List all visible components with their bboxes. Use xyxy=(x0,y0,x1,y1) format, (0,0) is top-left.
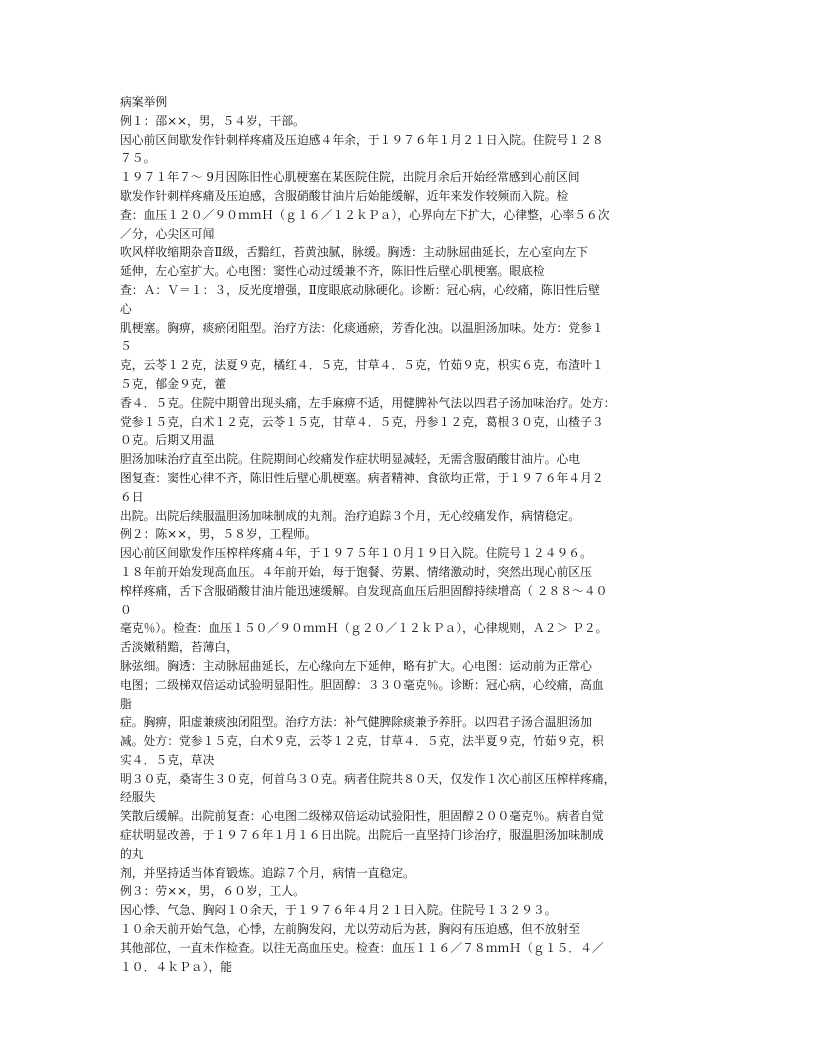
text-line: 吹风样收缩期杂音Ⅱ级，舌黯红，苔黄浊腻，脉缓。胸透：主动脉屈曲延长，左心室向左下 xyxy=(120,245,589,260)
text-line: 病案举例 xyxy=(120,95,168,109)
text-line: 因心前区间歇发作压榨样疼痛４年，于１９７５年１０月１９日入院。住院号１２４９６。 xyxy=(120,546,592,561)
document-body xyxy=(120,93,704,995)
text-line: 图复查：窦性心律不齐，陈旧性后壁心肌梗塞。病者精神、食欲均正常，于１９７６年４月２ xyxy=(120,470,604,485)
text-line: 例３：劳××，男，６０岁，工人。 xyxy=(120,884,305,899)
text-line: 歇发作针刺样疼痛及压迫感，含服硝酸甘油片后始能缓解，近年来发作较频而入院。检 xyxy=(120,188,569,203)
text-line: 肌梗塞。胸痹，痰瘀闭阻型。治疗方法：化痰通瘀，芳香化浊。以温胆汤加味。处方：党参１ xyxy=(120,320,604,335)
text-line: ／分，心尖区可闻 xyxy=(120,226,215,241)
text-line: 剂，并坚持适当体育锻炼。追踪７个月，病情一直稳定。 xyxy=(120,865,415,880)
text-line: 经服失 xyxy=(120,790,156,805)
text-line: 毫克％）。检查：血压１５０／９０ｍｍＨ（ｇ２０／１２ｋＰａ），心律规则，Ａ２＞ Ｐ２。 xyxy=(120,621,608,636)
text-line: 例２：陈××，男，５８岁，工程师。 xyxy=(120,527,317,542)
text-line: 榨样疼痛，舌下含服硝酸甘油片能迅速缓解。自发现高血压后胆固醇持续增高（ ２８８～４０ xyxy=(120,583,608,598)
text-line: 例１：邵××，男，５４岁，干部。 xyxy=(120,113,305,128)
text-line: 党参１５克，白术１２克，云苓１５克，甘草４．５克，丹参１２克，葛根３０克，山楂子３ xyxy=(120,414,604,429)
text-line: １９７１年７～ 9月因陈旧性心肌梗塞在某医院住院，出院月余后开始经常感到心前区间 xyxy=(120,170,580,185)
text-line: １８年前开始发现高血压。４年前开始，每于饱餐、劳累、情绪激动时，突然出现心前区压 xyxy=(120,564,592,579)
text-line: ５ xyxy=(120,339,132,354)
text-line: 减。处方：党参１５克，白术９克，云苓１２克，甘草４．５克，法半夏９克，竹茹９克，枳 xyxy=(120,734,604,749)
text-line: ６日 xyxy=(120,489,144,504)
text-line xyxy=(120,976,704,995)
text-line: 症状明显改善，于１９７６年１月１６日出院。出院后一直坚持门诊治疗，服温胆汤加味制成 xyxy=(120,828,604,843)
text-line: 出院。出院后续服温胆汤加味制成的丸剂。治疗追踪３个月，无心绞痛发作，病情稳定。 xyxy=(120,508,581,523)
text-line: 延伸，左心室扩大。心电图：窦性心动过缓兼不齐，陈旧性后壁心肌梗塞。眼底检 xyxy=(120,264,545,279)
text-line: 胆汤加味治疗直至出院。住院期间心绞痛发作症状明显减轻，无需含服硝酸甘油片。心电 xyxy=(120,452,581,467)
text-line: 脂 xyxy=(120,696,132,711)
text-line: ７５。 xyxy=(120,151,156,166)
text-line: 香４．５克。住院中期曾出现头痛，左手麻痹不适，用健脾补气法以四君子汤加味治疗。处方： xyxy=(120,395,616,410)
text-line: 查：Ａ：Ｖ＝１：３，反光度增强，Ⅱ度眼底动脉硬化。诊断：冠心病，心绞痛，陈旧性后壁 xyxy=(120,282,600,297)
text-line: 心 xyxy=(120,301,132,316)
text-line: 笑散后缓解。出院前复查：心电图二级梯双倍运动试验阳性，胆固醇２００毫克％。病者自觉 xyxy=(120,809,604,824)
text-line: ５克，郁金９克，藿 xyxy=(120,376,227,391)
text-line: ０克。后期又用温 xyxy=(120,433,215,448)
text-line: 查：血压１２０／９０ｍｍＨ（ｇ１６／１２ｋＰａ），心界向左下扩大，心律整，心率５６次 xyxy=(120,207,610,222)
text-line: 明３０克，桑寄生３０克，何首乌３０克。病者住院共８０天，仅发作１次心前区压榨样疼痛， xyxy=(120,771,616,786)
text-line: 脉弦细。胸透：主动脉屈曲延长，左心缘向左下延伸，略有扩大。心电图：运动前为正常心 xyxy=(120,658,592,673)
text-line: 克，云苓１２克，法夏９克，橘红４．５克，甘草４．５克，竹茹９克，枳实６克，布渣叶１ xyxy=(120,358,604,373)
text-line: 的丸 xyxy=(120,846,144,861)
text-line: 症。胸痹，阳虚兼痰浊闭阻型。治疗方法：补气健脾除痰兼予养肝。以四君子汤合温胆汤加 xyxy=(120,715,592,730)
text-line: １０余天前开始气急，心悸，左前胸发闷，尤以劳动后为甚，胸闷有压迫感，但不放射至 xyxy=(120,922,581,937)
text-line: 因心悸、气急、胸闷１０余天，于１９７６年４月２１日入院。住院号１３２９３。 xyxy=(120,903,557,918)
text-line: １０．４ｋＰａ），能 xyxy=(120,959,233,974)
text-line: 电图；二级梯双倍运动试验明显阳性。胆固醇：３３０毫克％。诊断：冠心病，心绞痛，高血 xyxy=(120,677,604,692)
text-line: 因心前区间歇发作针刺样疼痛及压迫感４年余，于１９７６年１月２１日入院。住院号１２８ xyxy=(120,132,604,147)
text-line: 舌淡嫩稍黯，苔薄白， xyxy=(120,640,238,655)
text-line: 实４．５克，草决 xyxy=(120,752,215,767)
text-line: ０ xyxy=(120,602,132,617)
text-line: 其他部位，一直未作检查。以往无高血压史。检查：血压１１６／７８ｍｍＨ（ｇ１５．４／ xyxy=(120,940,604,955)
